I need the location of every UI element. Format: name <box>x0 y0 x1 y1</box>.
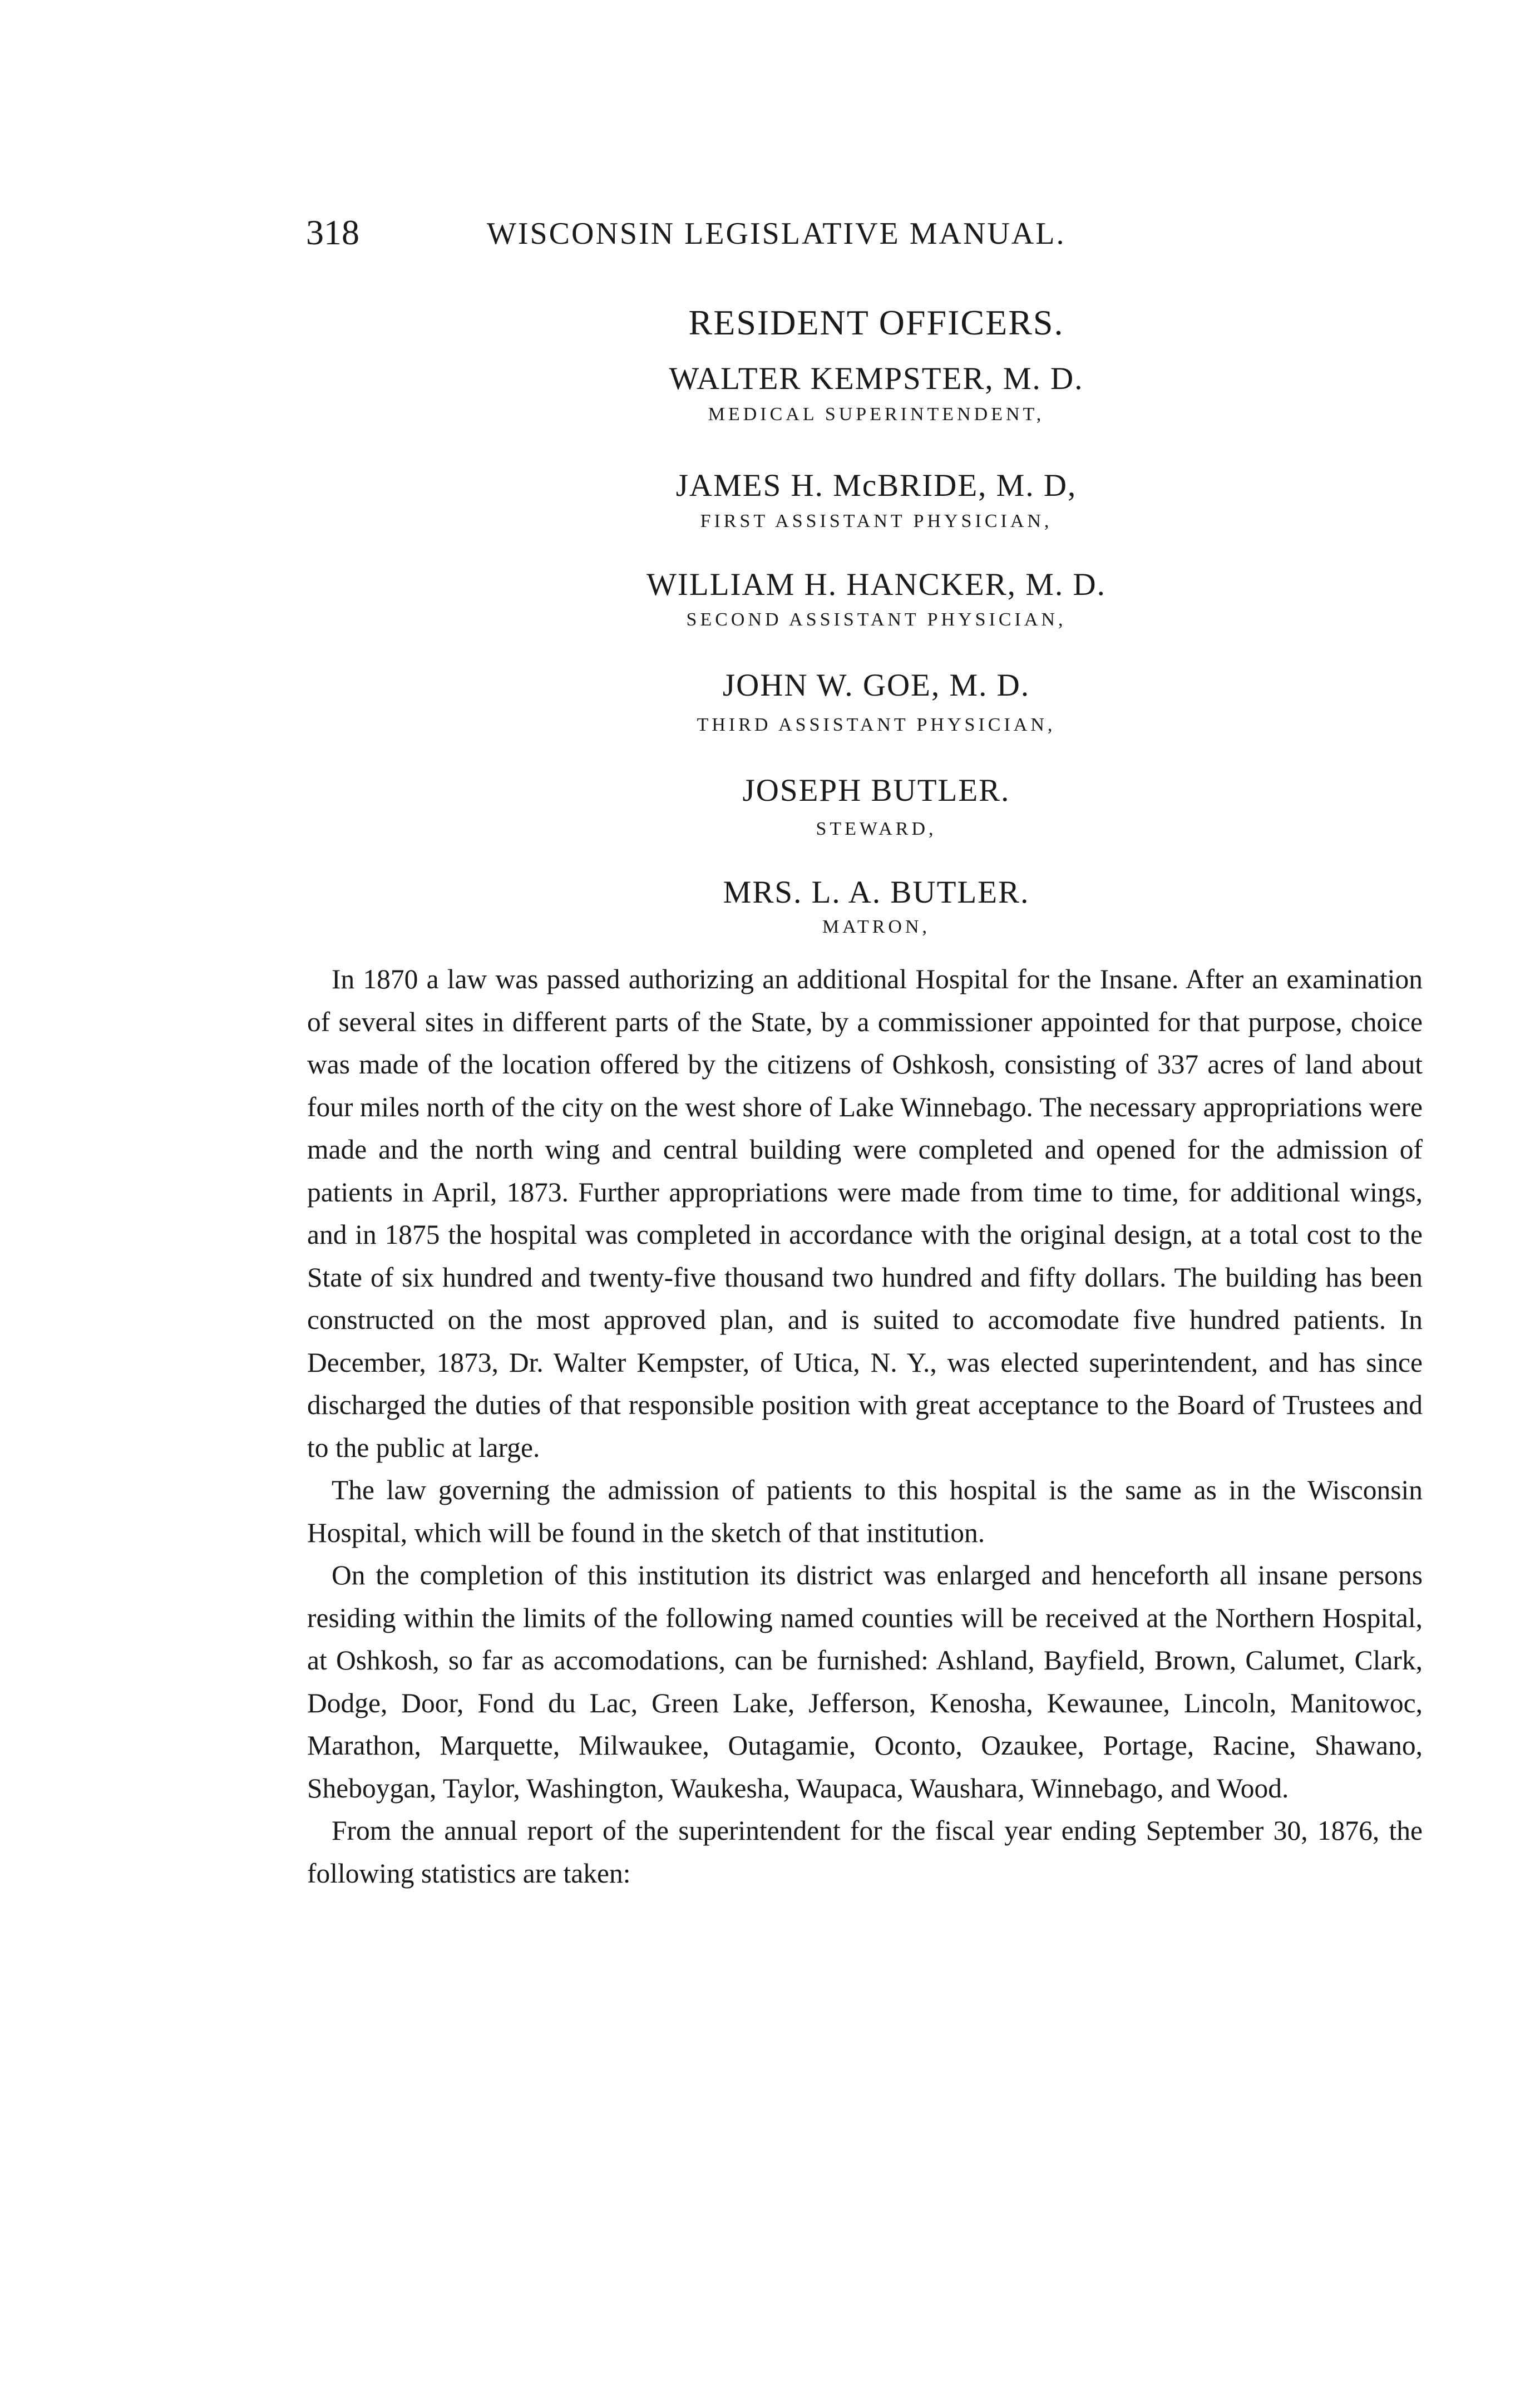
section-title: RESIDENT OFFICERS. <box>688 303 1064 342</box>
officer-name: JOSEPH BUTLER. <box>742 773 1010 808</box>
officer-name: JOHN W. GOE, M. D. <box>722 668 1030 703</box>
running-title: WISCONSIN LEGISLATIVE MANUAL. <box>487 216 1066 251</box>
page-header <box>306 210 1447 260</box>
officer-title: STEWARD, <box>816 819 937 839</box>
body-text <box>307 958 1423 1895</box>
officer-title: THIRD ASSISTANT PHYSICIAN, <box>697 715 1056 735</box>
officer-title: MATRON, <box>822 917 931 937</box>
paragraph: In 1870 a law was passed authorizing an additional Hospital for the Insane. After an examination of several sites in different parts of the State, by a commissioner appointed for that purpose, choice was made of the location offered by the citizens of Oshkosh, consisting of 337 acres of land about four miles north of the city on the west shore of Lake Winnebago. The necessary appropriations were made and the north wing and central building were completed and opened for the admission of patients in April, 1873. Further appropriations were made from time to time, for additional wings, and in 1875 the hospital was completed in accordance with the original design, at a total cost to the State of six hundred and twenty-five thousand two hundred and fifty dollars. The building has been constructed on the most approved plan, and is suited to accomodate five hundred patients. In December, 1873, Dr. Walter Kempster, of Utica, N. Y., was elected superintendent, and has since discharged the duties of that responsible position with great acceptance to the Board of Trustees and to the public at large. <box>307 964 1423 1463</box>
officer-name: WILLIAM H. HANCKER, M. D. <box>646 567 1106 602</box>
officer-name: MRS. L. A. BUTLER. <box>723 875 1030 910</box>
officer-title: FIRST ASSISTANT PHYSICIAN, <box>700 511 1053 531</box>
officer-name: WALTER KEMPSTER, M. D. <box>669 361 1084 396</box>
officer-title: MEDICAL SUPERINTENDENT, <box>708 404 1045 425</box>
paragraph: From the annual report of the superintendent for the fiscal year ending September 30, 1876, the following statistics are taken: <box>307 1815 1423 1889</box>
paragraph: On the completion of this institution its district was enlarged and henceforth all insane persons residing within the limits of the following named counties will be received at the Northern Hospital, at Oshkosh, so far as accomodations, can be furnished: Ashland, Bayfield, Brown, Calumet, Clark, Dodge, Door, Fond du Lac, Green Lake, Jefferson, Kenosha, Kewaunee, Lincoln, Manitowoc, Marathon, Marquette, Milwaukee, Outagamie, Oconto, Ozaukee, Portage, Racine, Shawano, Sheboygan, Taylor, Washington, Waukesha, Waupaca, Waushara, Winnebago, and Wood. <box>307 1560 1423 1804</box>
page-number: 318 <box>306 213 359 252</box>
paragraph: The law governing the admission of patients to this hospital is the same as in the Wisconsin Hospital, which will be found in the sketch of that institution. <box>307 1475 1423 1548</box>
officer-title: SECOND ASSISTANT PHYSICIAN, <box>686 609 1067 630</box>
officer-name: JAMES H. McBRIDE, M. D, <box>675 468 1077 503</box>
